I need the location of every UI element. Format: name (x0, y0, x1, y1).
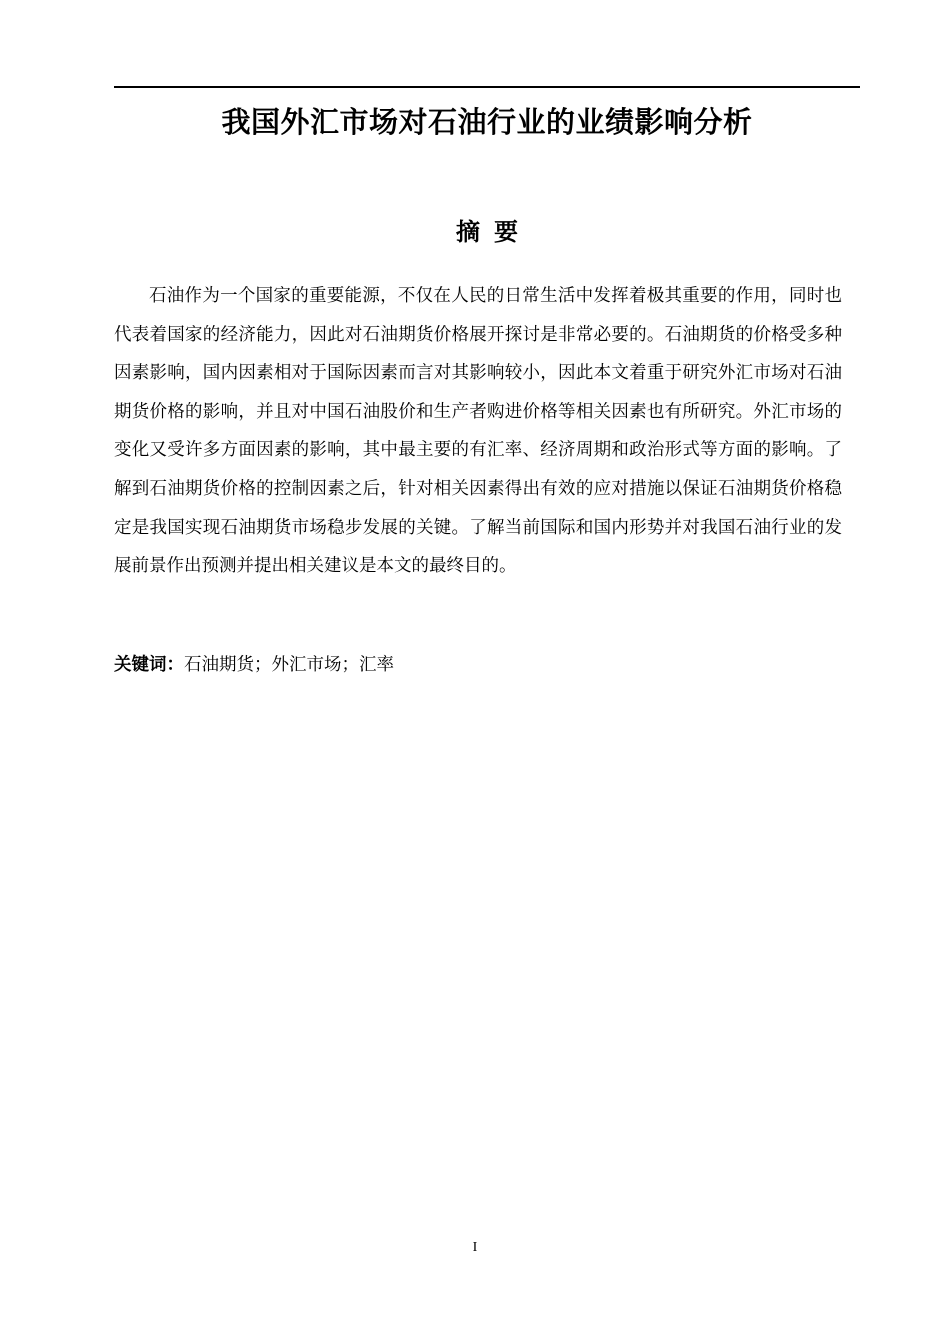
page-number: I (472, 1240, 478, 1255)
abstract-body: 石油作为一个国家的重要能源，不仅在人民的日常生活中发挥着极其重要的作用，同时也代表着国家的经济能力，因此对石油期货价格展开探讨是非常必要的。石油期货的价格受多种因素影响，国内因素相对于国际因素而言对其影响较小，因此本文着重于研究外汇市场对石油期货价格的影响，并且对中国石油股价和生产者购进价格等相关因素也有所研究。外汇市场的变化又受许多方面因素的影响，其中最主要的有汇率、经济周期和政治形式等方面的影响。了解到石油期货价格的控制因素之后，针对相关因素得出有效的应对措施以保证石油期货价格稳定是我国实现石油期货市场稳步发展的关键。了解当前国际和国内形势并对我国石油行业的发展前景作出预测并提出相关建议是本文的最终目的。 (114, 286, 842, 577)
keywords-value: 石油期货；外汇市场；汇率 (184, 655, 394, 675)
document-title: 我国外汇市场对石油行业的业绩影响分析 (221, 105, 753, 139)
abstract-heading: 摘要 (456, 218, 532, 246)
header-rule (114, 86, 860, 88)
keywords-line (114, 648, 842, 682)
keywords-label: 关键词： (114, 655, 184, 675)
